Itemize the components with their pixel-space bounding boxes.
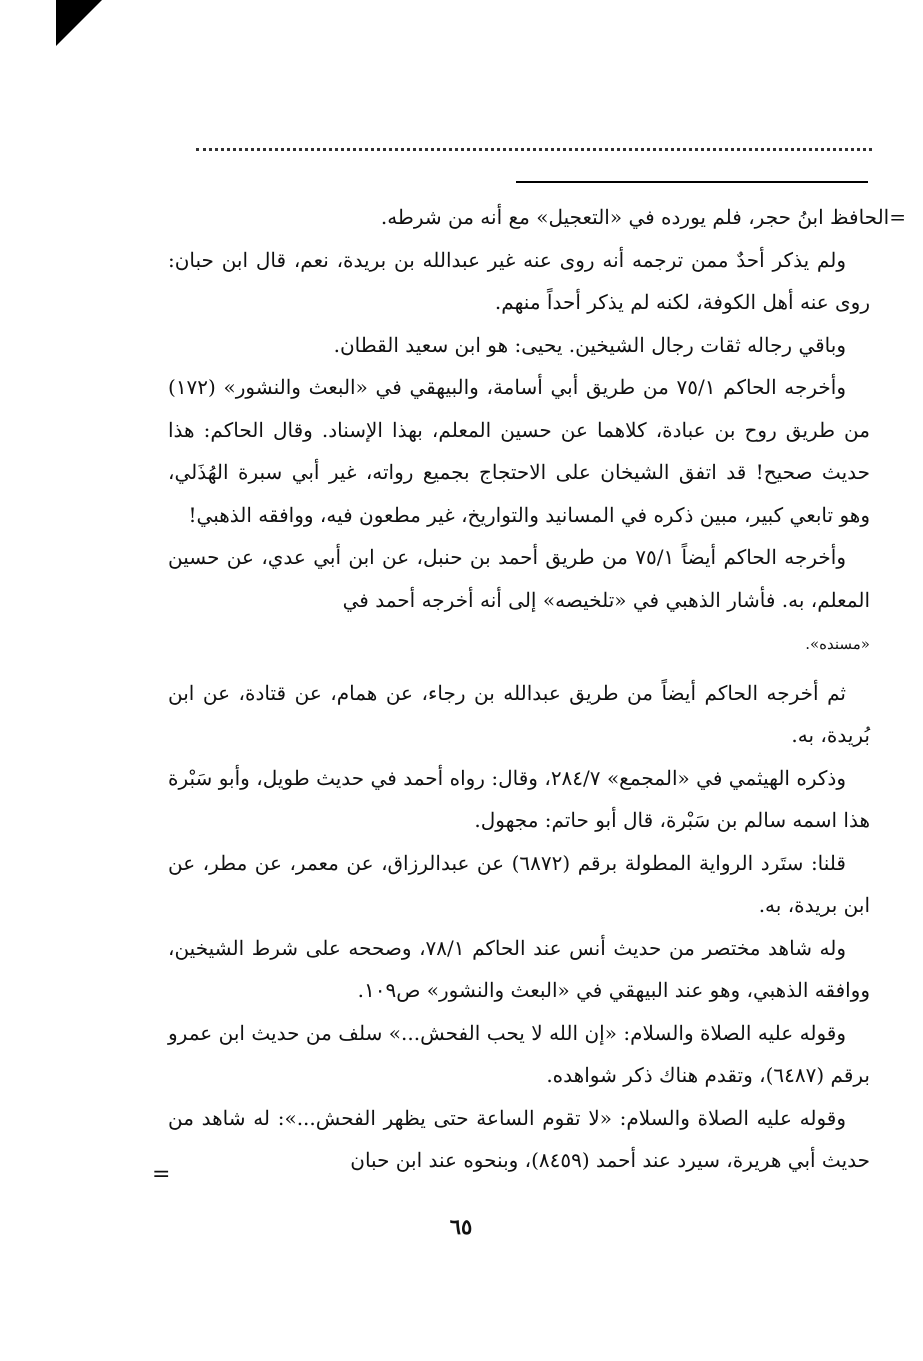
paragraph-9: وله شاهد مختصر من حديث أنس عند الحاكم ٧٨/١، وصححه على شرط الشيخين، ووافقه الذهبي، وهو عند البيهقي في «البعث والنشور» ص١٠٩. (168, 935, 870, 1002)
dotted-separator (196, 148, 872, 151)
paragraph-2: ولم يذكر أحدٌ ممن ترجمه أنه روى عنه غير عبدالله بن بريدة، نعم، قال ابن حبان: روى عنه أهل الكوفة، لكنه لم يذكر أحداً منهم. (168, 247, 870, 314)
page-number: ٦٥ (449, 1214, 473, 1239)
paragraph-3: وباقي رجاله ثقات رجال الشيخين. يحيى: هو ابن سعيد القطان. (333, 332, 846, 357)
continuation-mark-top: = (889, 205, 906, 229)
musnad-reference: «مسنده». (805, 635, 870, 653)
paragraph-4: وأخرجه الحاكم ٧٥/١ من طريق أبي أسامة، والبيهقي في «البعث والنشور» (١٧٢) من طريق روح بن عبادة، كلاهما عن حسين المعلم، بهذا الإسناد. وقال الحاكم: هذا حديث صحيح! قد اتفق الشيخان على الاحتجاج بجميع رواته، غير أبي سبرة الهُذَلي، وهو تابعي كبير، مبين ذكره في المسانيد والتواريخ، غير مطعون فيه، ووافقه الذهبي! (168, 375, 870, 527)
continuation-mark-bottom: = (152, 1162, 171, 1187)
paragraph-5-end (168, 621, 870, 666)
paragraph-10: وقوله عليه الصلاة والسلام: «إن الله لا يحب الفحش...» سلف من حديث ابن عمرو برقم (٦٤٨٧)، وتقدم هناك ذكر شواهده. (168, 1020, 870, 1087)
paragraph-11: وقوله عليه الصلاة والسلام: «لا تقوم الساعة حتى يظهر الفحش...»: له شاهد من حديث أبي هريرة، سيرد عند أحمد (٨٤٥٩)، وبنحوه عند ابن حبان (168, 1105, 870, 1172)
footnote-text (168, 196, 906, 1182)
footnote-rule (516, 181, 868, 183)
paragraph-6: ثم أخرجه الحاكم أيضاً من طريق عبدالله بن رجاء، عن همام، عن قتادة، عن ابن بُريدة، به. (168, 680, 870, 747)
corner-crop-mark (56, 0, 102, 46)
paragraph-8: قلنا: ستَرد الرواية المطولة برقم (٦٨٧٢) عن عبدالرزاق، عن معمر، عن مطر، عن ابن بريدة، به. (168, 850, 870, 917)
paragraph-5: وأخرجه الحاكم أيضاً ٧٥/١ من طريق أحمد بن حنبل، عن ابن أبي عدي، عن حسين المعلم، به. فأشار الذهبي في «تلخيصه» إلى أنه أخرجه أحمد في (168, 545, 870, 612)
paragraph-7: وذكره الهيثمي في «المجمع» ٢٨٤/٧، وقال: رواه أحمد في حديث طويل، وأبو سَبْرة هذا اسمه سالم بن سَبْرة، قال أبو حاتم: مجهول. (168, 765, 870, 832)
paragraph-1 (168, 196, 906, 239)
paragraph-1-text: الحافظ ابنُ حجر، فلم يورده في «التعجيل» مع أنه من شرطه. (380, 205, 890, 229)
